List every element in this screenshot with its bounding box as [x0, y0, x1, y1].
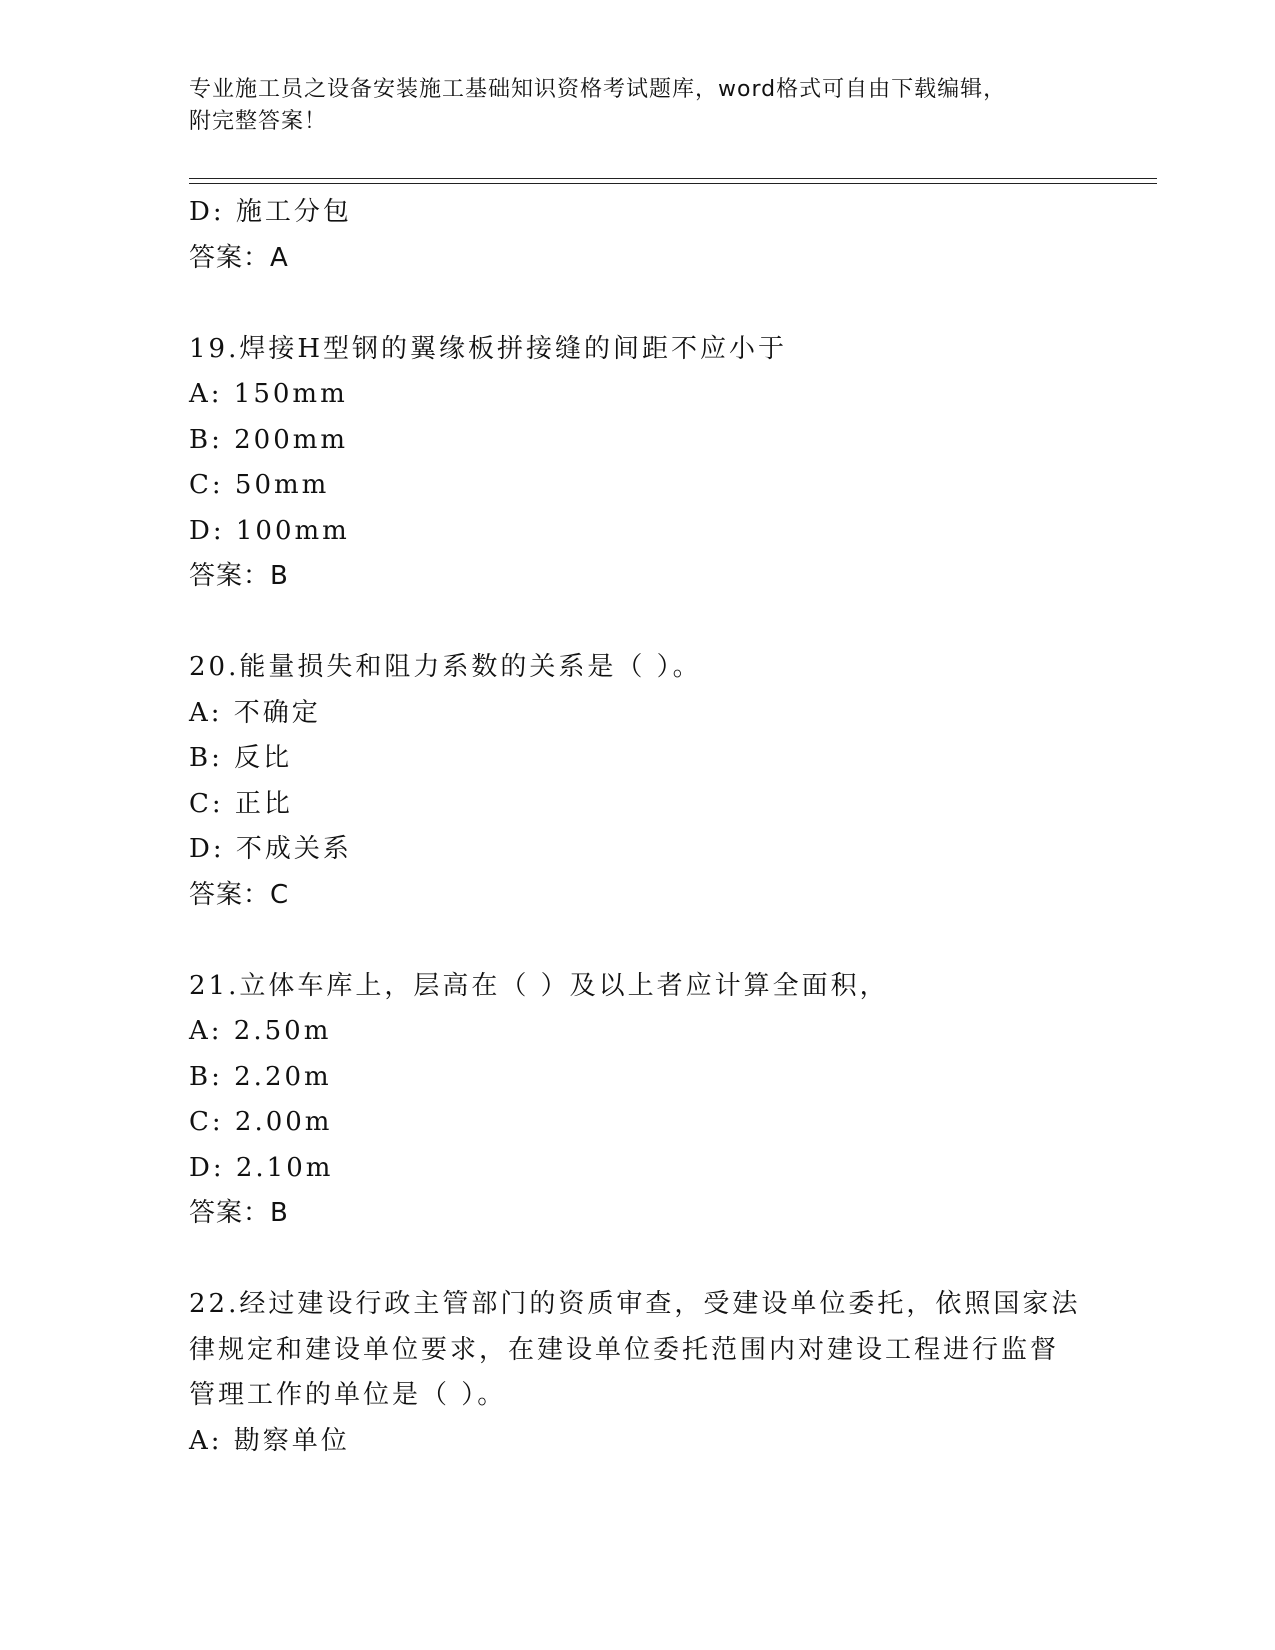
header-line-1: 专业施工员之设备安装施工基础知识资格考试题库，word格式可自由下载编辑， [189, 77, 1007, 102]
question-stem: 19.焊接H型钢的翼缘板拼接缝的间距不应小于 [189, 333, 788, 364]
header-divider-top [189, 178, 1157, 179]
answer-label: 答案：C [189, 879, 290, 910]
question-stem-line-2: 律规定和建设单位要求，在建设单位委托范围内对建设工程进行监督 [189, 1334, 1060, 1365]
question-stem: 20.能量损失和阻力系数的关系是（ ）。 [189, 652, 702, 682]
option-c: C: 50mm [189, 470, 330, 500]
answer-label: 答案：A [189, 242, 289, 273]
question-spacer [189, 281, 1089, 327]
option-d: D: 不成关系 [189, 834, 352, 864]
question-stem-line-1: 22.经过建设行政主管部门的资质审查，受建设单位委托，依照国家法 [189, 1289, 1081, 1319]
question-spacer [189, 1237, 1089, 1283]
question-spacer [189, 600, 1089, 646]
option-c: C: 2.00m [189, 1107, 333, 1137]
answer-label: 答案：B [189, 561, 289, 591]
answer-label: 答案：B [189, 1198, 289, 1228]
option-d: D: 2.10m [189, 1152, 334, 1183]
option-a: A: 不确定 [189, 697, 321, 728]
option-d: D: 施工分包 [189, 197, 352, 227]
option-b: B: 2.20m [189, 1061, 332, 1092]
question-spacer [189, 918, 1089, 964]
option-d: D: 100mm [189, 515, 350, 546]
question-stem-line-3: 管理工作的单位是（ ）。 [189, 1380, 507, 1410]
header-divider-bottom [189, 183, 1157, 184]
document-header [189, 74, 1069, 138]
header-line-2: 附完整答案！ [189, 109, 328, 134]
option-a: A: 150mm [189, 379, 348, 409]
option-b: B: 200mm [189, 424, 349, 455]
question-stem: 21.立体车库上，层高在（ ）及以上者应计算全面积， [189, 970, 889, 1001]
option-a: A: 2.50m [189, 1016, 332, 1046]
option-a: A: 勘察单位 [189, 1425, 350, 1456]
option-b: B: 反比 [189, 743, 293, 773]
option-c: C: 正比 [189, 788, 293, 819]
question-list [189, 190, 1089, 1464]
